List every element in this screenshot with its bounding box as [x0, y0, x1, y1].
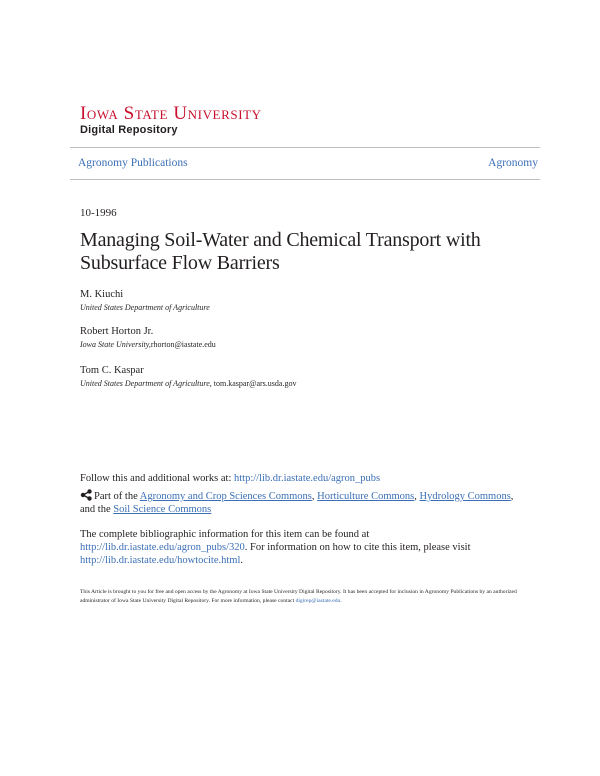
author-block — [80, 288, 210, 313]
author-affiliation: United States Department of Agriculture, tom.kaspar@ars.usda.gov — [80, 379, 297, 388]
how-to-cite-link[interactable]: http://lib.dr.iastate.edu/howtocite.html — [80, 555, 241, 566]
author-email: tom.kaspar@ars.usda.gov — [213, 379, 297, 388]
article-title: Managing Soil-Water and Chemical Transport with Subsurface Flow Barriers — [80, 229, 481, 274]
author-block — [80, 325, 216, 350]
breadcrumb-bar — [70, 147, 540, 180]
author-affiliation: United States Department of Agriculture — [80, 303, 210, 312]
author-name: M. Kiuchi — [80, 289, 124, 300]
hydrology-commons-link[interactable]: Hydrology Commons — [419, 491, 511, 502]
follow-line: Follow this and additional works at: http://lib.dr.iastate.edu/agron_pubs — [80, 473, 381, 484]
part-of-commons: Part of the Agronomy and Crop Sciences Commons, Horticulture Commons, Hydrology Commons, and the Soil Science Commons — [80, 491, 514, 515]
soil-science-commons-link[interactable]: Soil Science Commons — [113, 504, 212, 515]
university-logo — [80, 104, 262, 136]
bibliographic-info: The complete bibliographic information for this item can be found at http://lib.dr.iastate.edu/agron_pubs/320. For information on how to cite this item, please visit http://lib.dr.iastate.edu/howtocite.html. — [80, 529, 471, 566]
author-email: rhorton@iastate.edu — [150, 340, 216, 349]
item-link[interactable]: http://lib.dr.iastate.edu/agron_pubs/320 — [80, 542, 245, 553]
contact-email-link[interactable]: digirep@iastate.edu — [295, 598, 341, 604]
repository-footer: This Article is brought to you for free and open access by the Agronomy at Iowa State University Digital Repository. It has been accepted for inclusion in Agronomy Publications by an authorized administrator of Iowa State University Digital Repository. For more information, please contact digirep@iastate.edu. — [80, 589, 517, 604]
author-name: Robert Horton Jr. — [80, 326, 154, 337]
author-affiliation: Iowa State University,rhorton@iastate.edu — [80, 340, 216, 349]
logo-subtitle: Digital Repository — [80, 124, 178, 136]
horticulture-commons-link[interactable]: Horticulture Commons — [317, 491, 415, 502]
network-icon — [80, 489, 92, 501]
agronomy-publications-link[interactable]: Agronomy Publications — [78, 157, 188, 169]
logo-title: Iowa State University — [80, 103, 262, 124]
agronomy-link[interactable]: Agronomy — [488, 157, 538, 169]
collection-link[interactable]: http://lib.dr.iastate.edu/agron_pubs — [234, 473, 381, 484]
author-block — [80, 364, 296, 389]
author-name: Tom C. Kaspar — [80, 365, 144, 376]
publication-date: 10-1996 — [80, 207, 117, 219]
agronomy-crop-sciences-commons-link[interactable]: Agronomy and Crop Sciences Commons — [139, 491, 312, 502]
